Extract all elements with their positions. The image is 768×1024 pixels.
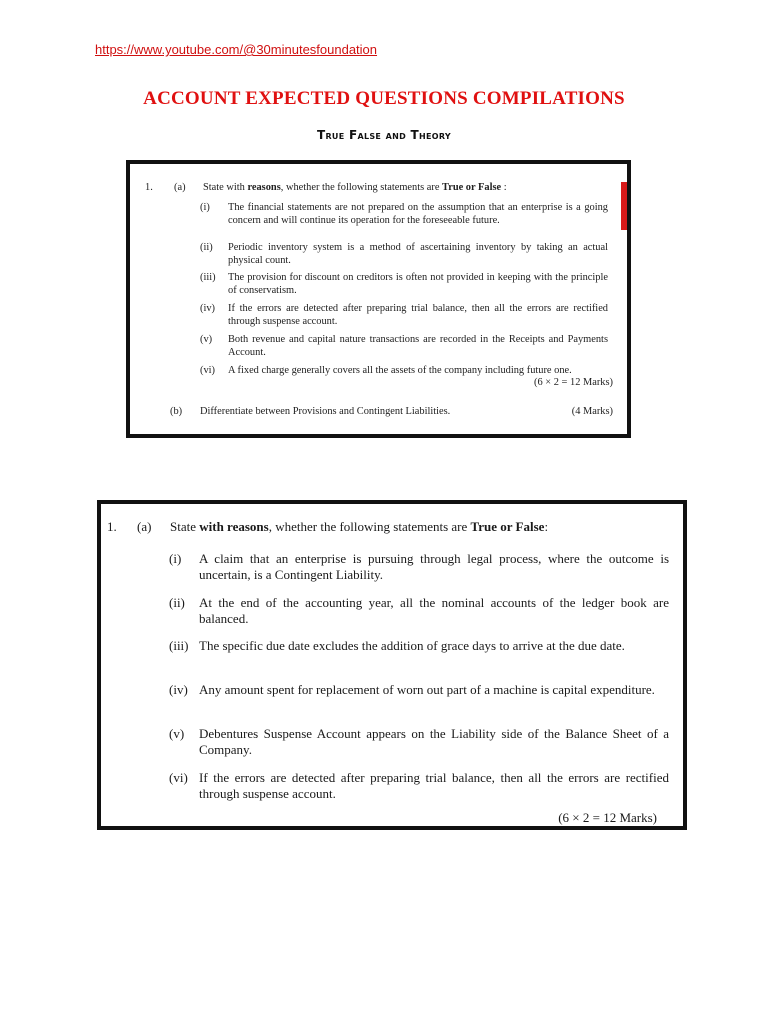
- item-number: (ii): [200, 242, 213, 253]
- question-number: 1.: [145, 182, 153, 193]
- intro-text: :: [544, 519, 549, 534]
- statement-text: The specific due date excludes the addition of grace days to arrive at the due date.: [199, 638, 625, 653]
- statement-text: A fixed charge generally covers all the assets of the company including future one.: [228, 365, 572, 376]
- statement-text: The provision for discount on creditors is often not provided in keeping with the principle of conservatism.: [228, 272, 608, 296]
- intro-text: State: [170, 519, 200, 534]
- question-scan-1: [126, 160, 631, 438]
- question-number: 1.: [107, 519, 117, 534]
- part-b-label: (b): [170, 406, 183, 417]
- statement-text: Both revenue and capital nature transactions are recorded in the Receipts and Payments Account.: [228, 334, 608, 358]
- intro-text: State with: [203, 182, 248, 193]
- item-number: (i): [200, 202, 210, 213]
- intro-bold: with reasons: [199, 519, 269, 534]
- statement-text: Periodic inventory system is a method of ascertaining inventory by taking an actual physical count.: [228, 242, 608, 266]
- statement-text: Debentures Suspense Account appears on the Liability side of the Balance Sheet of a Company.: [199, 726, 669, 757]
- statement-text: If the errors are detected after preparing trial balance, then all the errors are rectified through suspense account.: [199, 770, 669, 801]
- item-number: (v): [200, 334, 213, 345]
- item-number: (iii): [169, 638, 189, 653]
- marks-a: (6 × 2 = 12 Marks): [534, 377, 613, 388]
- intro-bold: reasons: [247, 182, 281, 193]
- marks-b: (4 Marks): [571, 406, 613, 417]
- part-b-text: Differentiate between Provisions and Contingent Liabilities.: [200, 406, 451, 417]
- page-title: ACCOUNT EXPECTED QUESTIONS COMPILATIONS: [143, 88, 625, 109]
- item-number: (iv): [200, 303, 216, 314]
- item-number: (i): [169, 551, 182, 566]
- intro-text: , whether the following statements are: [268, 519, 471, 534]
- question-scan-2: [97, 500, 687, 830]
- item-number: (ii): [169, 595, 185, 610]
- item-number: (v): [169, 726, 185, 741]
- page-subtitle: True False and Theory: [316, 128, 452, 142]
- statement-text: If the errors are detected after preparing trial balance, then all the errors are rectified through suspense account.: [228, 303, 608, 327]
- intro-true-false: True or False: [442, 182, 502, 193]
- youtube-link[interactable]: https://www.youtube.com/@30minutesfoundation: [95, 42, 378, 57]
- intro-text: :: [501, 182, 507, 193]
- intro-true-false: True or False: [470, 519, 545, 534]
- item-number: (vi): [169, 770, 188, 785]
- statement-text: The financial statements are not prepared on the assumption that an enterprise is a going concern and will continue its operation for the foreseeable future.: [228, 202, 608, 226]
- statement-text: Any amount spent for replacement of worn out part of a machine is capital expenditure.: [199, 682, 655, 697]
- item-number: (vi): [200, 365, 216, 376]
- item-number: (iv): [169, 682, 188, 697]
- marks-total: (6 × 2 = 12 Marks): [558, 810, 657, 825]
- part-a-label: (a): [174, 182, 186, 193]
- intro-text: , whether the following statements are: [280, 182, 443, 193]
- statement-text: At the end of the accounting year, all the nominal accounts of the ledger book are balanced.: [199, 595, 669, 626]
- item-number: (iii): [200, 272, 216, 283]
- question-intro: [203, 182, 507, 195]
- question-intro: [170, 519, 548, 535]
- part-a-label: (a): [137, 519, 152, 534]
- statement-text: A claim that an enterprise is pursuing through legal process, where the outcome is uncertain, is a Contingent Liability.: [199, 551, 669, 582]
